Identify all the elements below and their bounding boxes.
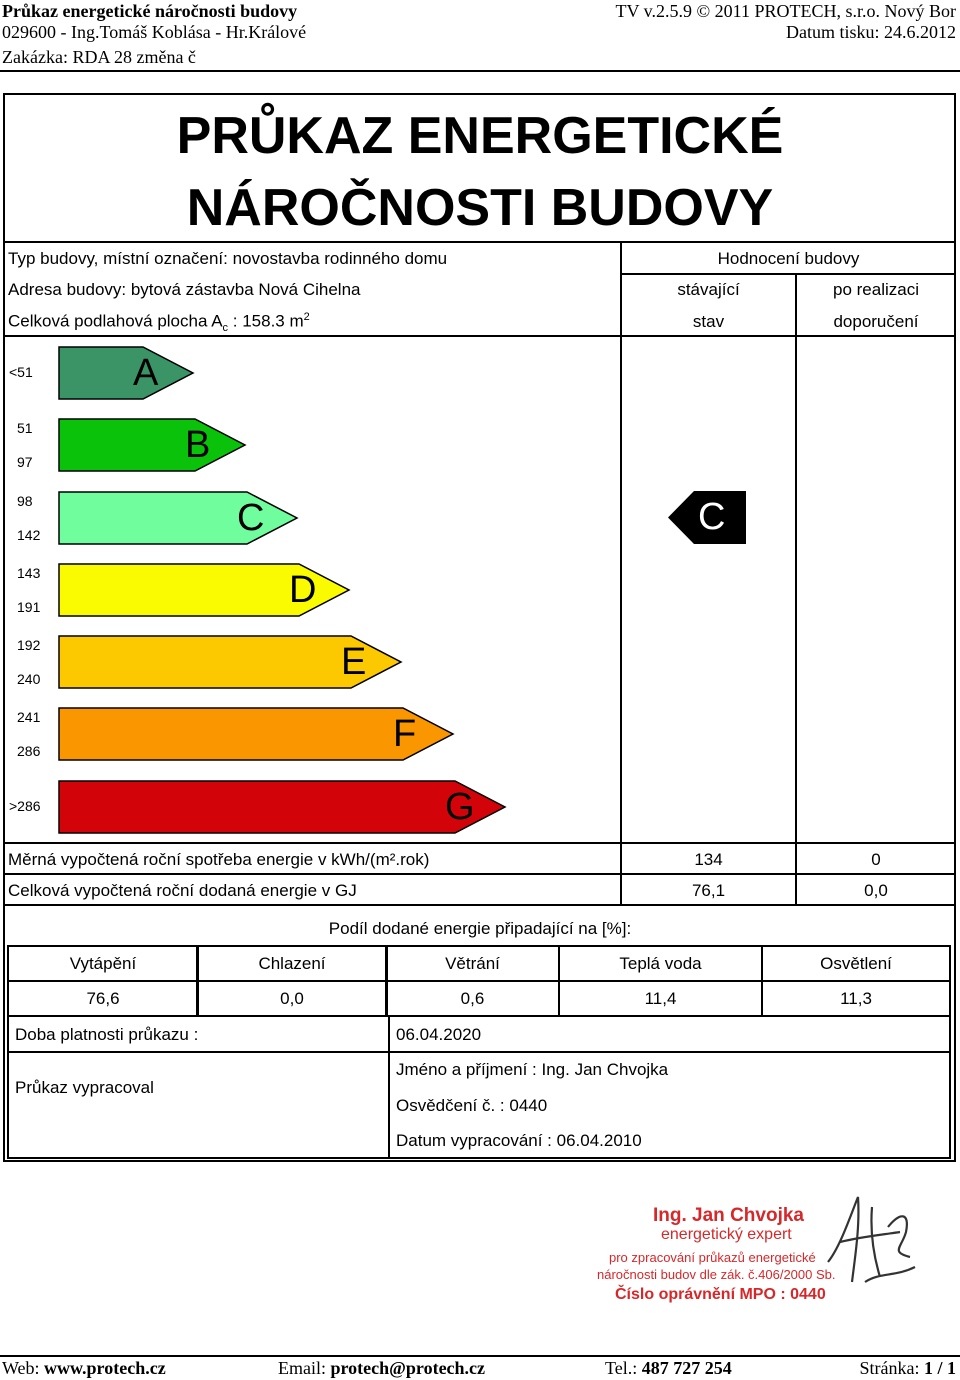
prepared-by-label-cell [7, 1051, 390, 1159]
divider [795, 273, 797, 842]
current-state-label-1: stávající [677, 280, 740, 299]
energy-class-letter: G [445, 786, 475, 828]
after-recommendation-label-1: po realizaci [833, 280, 919, 299]
floor-area [8, 311, 310, 334]
energy-class-letter: E [341, 641, 367, 683]
signature [810, 1187, 930, 1297]
share-header-cell: Osvětlení [761, 945, 951, 982]
footer-page-label: Stránka: [859, 1358, 924, 1378]
energy-class-range-max: 191 [17, 599, 41, 615]
preparation-date: Datum vypracování : 06.04.2010 [396, 1131, 642, 1150]
energy-class-bar-a [58, 346, 195, 400]
floor-area-unit-exponent: 2 [303, 311, 310, 323]
energy-class-range-min: 51 [17, 420, 33, 436]
total-energy-label: Celková vypočtená roční dodaná energie v GJ [8, 881, 357, 900]
print-date: Datum tisku: 24.6.2012 [786, 22, 956, 42]
building-type: Typ budovy, místní označení: novostavba rodinného domu [8, 249, 448, 268]
energy-class-letter: C [237, 497, 265, 539]
share-value-cell: 0,6 [385, 980, 560, 1017]
stamp-role: energetický expert [661, 1226, 792, 1243]
floor-area-label: Celková podlahová plocha A [8, 311, 223, 331]
specific-energy-after: 0 [871, 850, 881, 869]
energy-class-range: <51 [9, 364, 33, 380]
assessor-certificate: Osvědčení č. : 0440 [396, 1096, 548, 1115]
divider [620, 273, 955, 275]
stamp-line-3: pro zpracování průkazů energetické [609, 1250, 816, 1265]
header-divider [0, 70, 960, 72]
share-header-cell: Vytápění [7, 945, 199, 982]
footer-web-label: Web: [2, 1358, 45, 1378]
author-line: 029600 - Ing.Tomáš Koblása - Hr.Králové [2, 22, 307, 42]
energy-class-range: >286 [9, 798, 41, 814]
share-value-cell: 76,6 [7, 980, 199, 1017]
document-title: Průkaz energetické náročnosti budovy [2, 1, 298, 21]
footer-phone-number: 487 727 254 [641, 1358, 732, 1378]
share-value-cell: 11,4 [558, 980, 763, 1017]
footer-email-label: Email: [278, 1358, 331, 1378]
total-energy-after: 0,0 [864, 881, 888, 900]
footer-web [2, 1358, 166, 1378]
order-line: Zakázka: RDA 28 změna č [2, 47, 196, 67]
share-value-cell: 0,0 [196, 980, 388, 1017]
footer-divider [0, 1355, 960, 1357]
current-class-indicator [668, 491, 748, 544]
energy-class-letter: D [289, 569, 317, 611]
energy-class-range-max: 97 [17, 454, 33, 470]
current-state-label-2: stav [692, 312, 725, 331]
footer-phone [605, 1358, 732, 1378]
total-energy-current: 76,1 [691, 881, 726, 900]
energy-class-range-min: 98 [17, 493, 33, 509]
building-address: Adresa budovy: bytová zástavba Nová Cihelna [8, 280, 361, 299]
energy-class-letter: F [393, 713, 417, 755]
energy-class-bar-b [58, 418, 247, 472]
specific-energy-current: 134 [694, 850, 723, 869]
title-line-1: PRŮKAZ ENERGETICKÉ [176, 107, 784, 165]
certificate-title [5, 104, 955, 240]
energy-class-letter: A [133, 352, 159, 394]
divider [5, 842, 955, 844]
divider [5, 335, 955, 337]
specific-energy-label: Měrná vypočtená roční spotřeba energie v kWh/(m².rok) [8, 850, 430, 869]
footer-page-number: 1 / 1 [923, 1358, 956, 1378]
energy-class-letter: B [185, 424, 211, 466]
divider [5, 904, 955, 906]
floor-area-value: : 158.3 m [228, 311, 304, 331]
energy-share-title: Podíl dodané energie připadající na [%]: [328, 919, 632, 938]
footer-phone-label: Tel.: [605, 1358, 642, 1378]
stamp-line-4: náročnosti budov dle zák. č.406/2000 Sb. [597, 1267, 836, 1282]
share-header-cell: Chlazení [196, 945, 388, 982]
share-value-cell: 11,3 [761, 980, 951, 1017]
after-recommendation-label-2: doporučení [833, 312, 919, 331]
assessor-stamp [585, 1195, 930, 1310]
rating-title: Hodnocení budovy [717, 249, 860, 268]
footer-email [278, 1358, 485, 1378]
energy-class-range-max: 142 [17, 527, 41, 543]
share-header-cell: Teplá voda [558, 945, 763, 982]
stamp-name: Ing. Jan Chvojka [653, 1205, 804, 1226]
energy-class-range-min: 143 [17, 565, 41, 581]
title-line-2: NÁROČNOSTI BUDOVY [186, 179, 774, 237]
divider [5, 873, 955, 875]
footer-page [859, 1358, 956, 1378]
floor-area-subscript: c [222, 322, 229, 335]
share-header-cell: Větrání [385, 945, 560, 982]
stamp-line-5: Číslo oprávnění MPO : 0440 [615, 1286, 826, 1303]
assessor-name: Jméno a příjmení : Ing. Jan Chvojka [396, 1060, 669, 1079]
current-class-letter: C [698, 496, 726, 538]
footer-email-link[interactable]: protech@protech.cz [330, 1358, 486, 1378]
software-version: TV v.2.5.9 © 2011 PROTECH, s.r.o. Nový Bor [615, 1, 956, 21]
validity-label: Doba platnosti průkazu : [15, 1025, 199, 1044]
energy-class-range-max: 240 [17, 671, 41, 687]
validity-date: 06.04.2020 [396, 1025, 482, 1044]
energy-class-range-min: 241 [17, 709, 41, 725]
prepared-by-label: Průkaz vypracoval [15, 1078, 154, 1097]
energy-class-range-min: 192 [17, 637, 41, 653]
energy-class-range-max: 286 [17, 743, 41, 759]
energy-class-bar-g [58, 780, 507, 834]
footer-web-link[interactable]: www.protech.cz [44, 1358, 166, 1378]
divider [5, 241, 955, 243]
